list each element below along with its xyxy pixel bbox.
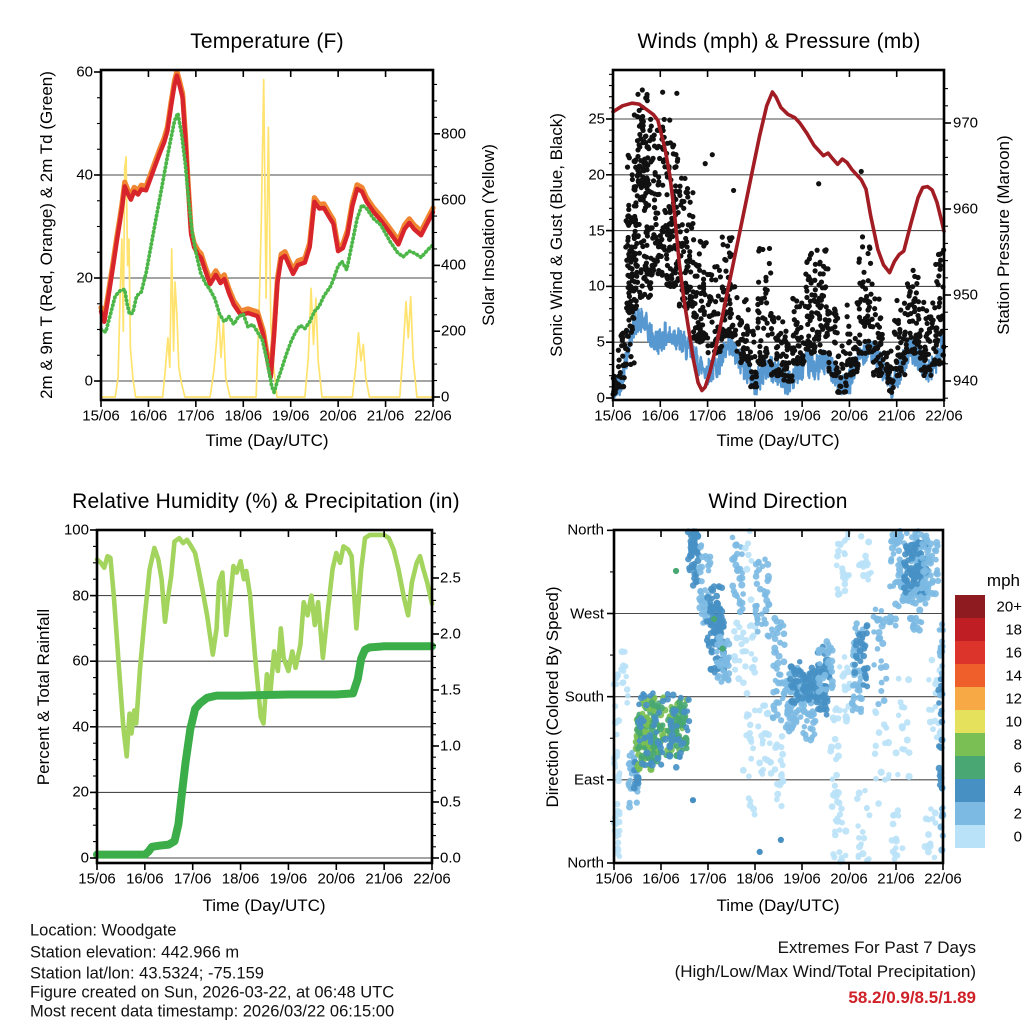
extremes-heading: Extremes For Past 7 Days bbox=[777, 938, 976, 957]
tick-temp-left: 20 bbox=[76, 269, 93, 287]
tick-percent-left: 80 bbox=[72, 587, 89, 605]
tick-wind-left: 25 bbox=[588, 110, 605, 128]
tick-date: 22/06 bbox=[414, 407, 452, 425]
tick-precip-right: 0.0 bbox=[440, 849, 461, 867]
colorbar-label: 16 bbox=[1005, 644, 1022, 661]
extremes-values: 58.2/0.9/8.5/1.89 bbox=[848, 988, 976, 1007]
wind-speed-colorbar bbox=[955, 595, 985, 848]
tick-date: 15/06 bbox=[82, 407, 120, 425]
panel-winds-pressure bbox=[610, 87, 946, 397]
tick-wind-left: 20 bbox=[588, 166, 605, 184]
tick-date: 20/06 bbox=[830, 407, 869, 425]
tick-pressure-right: 940 bbox=[953, 372, 979, 390]
tick-wind-left: 10 bbox=[588, 277, 605, 295]
tick-date: 16/06 bbox=[129, 407, 168, 425]
panel-title-temperature: Temperature (F) bbox=[190, 30, 344, 53]
tick-date: 16/06 bbox=[126, 870, 164, 888]
tick-temp-left: 40 bbox=[76, 166, 93, 184]
tick-date: 17/06 bbox=[177, 407, 215, 425]
panel-temperature bbox=[101, 72, 433, 398]
x-label-temperature: Time (Day/UTC) bbox=[205, 431, 329, 450]
tick-date: 16/06 bbox=[641, 407, 680, 425]
tick-date: 16/06 bbox=[642, 870, 680, 888]
tick-date: 15/06 bbox=[594, 407, 632, 425]
tick-precip-right: 2.0 bbox=[440, 625, 461, 643]
tick-direction-left: North bbox=[567, 854, 604, 872]
tick-precip-right: 2.5 bbox=[440, 569, 461, 587]
tick-date: 17/06 bbox=[689, 870, 727, 888]
footer-elevation: Station elevation: 442.966 m bbox=[30, 943, 240, 962]
tick-precip-right: 0.5 bbox=[440, 793, 461, 811]
tick-percent-left: 60 bbox=[72, 652, 89, 670]
tick-date: 15/06 bbox=[595, 870, 633, 888]
panel-title-winds-pressure: Winds (mph) & Pressure (mb) bbox=[637, 30, 921, 53]
tick-date: 15/06 bbox=[78, 870, 116, 888]
panel-title-humidity-precip: Relative Humidity (%) & Precipitation (in) bbox=[72, 490, 460, 513]
tick-solar-right: 200 bbox=[441, 322, 467, 340]
colorbar-label: 2 bbox=[1013, 805, 1022, 822]
footer-location: Location: Woodgate bbox=[30, 921, 177, 940]
x-label-humidity: Time (Day/UTC) bbox=[202, 896, 326, 915]
tick-date: 21/06 bbox=[365, 870, 403, 888]
footer-created: Figure created on Sun, 2026-03-22, at 06:48 UTC bbox=[30, 983, 395, 1002]
colorbar-label: 0 bbox=[1013, 828, 1022, 845]
y-label-solar-right: Solar Insolation (Yellow) bbox=[479, 144, 498, 326]
tick-solar-right: 800 bbox=[441, 125, 467, 143]
tick-percent-left: 20 bbox=[72, 783, 89, 801]
footer-data-timestamp: Most recent data timestamp: 2026/03/22 06:15:00 bbox=[30, 1002, 395, 1021]
tick-solar-right: 400 bbox=[441, 256, 467, 274]
tick-date: 19/06 bbox=[783, 870, 821, 888]
y-label-humidity-left: Percent & Total Rainfall bbox=[34, 608, 53, 786]
x-label-wind-direction: Time (Day/UTC) bbox=[716, 896, 840, 915]
tick-date: 19/06 bbox=[271, 407, 310, 425]
tick-date: 20/06 bbox=[830, 870, 868, 888]
tick-solar-right: 600 bbox=[441, 191, 467, 209]
tick-date: 18/06 bbox=[224, 407, 263, 425]
tick-percent-left: 100 bbox=[63, 521, 89, 539]
tick-date: 20/06 bbox=[317, 870, 356, 888]
y-label-wind-left: Sonic Wind & Gust (Blue, Black) bbox=[547, 113, 566, 357]
tick-percent-left: 0 bbox=[80, 849, 89, 867]
x-label-winds: Time (Day/UTC) bbox=[716, 431, 840, 450]
tick-date: 18/06 bbox=[736, 407, 774, 425]
y-label-pressure-right: Station Pressure (Maroon) bbox=[994, 135, 1013, 335]
colorbar-label: 20+ bbox=[996, 598, 1022, 615]
tick-temp-left: 0 bbox=[84, 372, 93, 390]
y-label-direction-left: Direction (Colored By Speed) bbox=[543, 586, 562, 808]
extremes-subtitle: (High/Low/Max Wind/Total Precipitation) bbox=[674, 962, 976, 981]
tick-direction-left: North bbox=[567, 521, 604, 539]
tick-date: 22/06 bbox=[413, 870, 451, 888]
footer-latlon: Station lat/lon: 43.5324; -75.159 bbox=[30, 964, 264, 983]
tick-date: 22/06 bbox=[925, 407, 963, 425]
tick-direction-left: West bbox=[570, 605, 604, 622]
tick-date: 19/06 bbox=[783, 407, 821, 425]
tick-wind-left: 0 bbox=[596, 389, 605, 407]
y-label-temperature-left: 2m & 9m T (Red, Orange) & 2m Td (Green) bbox=[37, 71, 56, 399]
tick-wind-left: 15 bbox=[588, 222, 605, 240]
tick-solar-right: 0 bbox=[441, 388, 450, 406]
tick-date: 17/06 bbox=[688, 407, 727, 425]
colorbar-label: 6 bbox=[1013, 759, 1022, 776]
tick-date: 20/06 bbox=[319, 407, 357, 425]
colorbar-label: 14 bbox=[1005, 667, 1022, 684]
tick-temp-left: 60 bbox=[76, 63, 93, 81]
tick-wind-left: 5 bbox=[596, 333, 605, 351]
tick-precip-right: 1.5 bbox=[440, 681, 461, 699]
tick-date: 18/06 bbox=[736, 870, 774, 888]
tick-date: 21/06 bbox=[366, 407, 405, 425]
colorbar-title: mph bbox=[986, 571, 1020, 590]
tick-precip-right: 1.0 bbox=[440, 737, 461, 755]
tick-pressure-right: 970 bbox=[953, 114, 979, 132]
colorbar-label: 18 bbox=[1005, 621, 1022, 638]
panel-humidity-precip bbox=[97, 535, 432, 858]
tick-date: 19/06 bbox=[269, 870, 308, 888]
tick-percent-left: 40 bbox=[72, 718, 89, 736]
tick-direction-left: East bbox=[573, 771, 604, 789]
colorbar-label: 12 bbox=[1005, 690, 1022, 707]
tick-direction-left: South bbox=[564, 688, 604, 706]
colorbar-label: 10 bbox=[1005, 713, 1022, 730]
tick-date: 22/06 bbox=[924, 870, 962, 888]
tick-pressure-right: 960 bbox=[953, 200, 979, 218]
tick-pressure-right: 950 bbox=[953, 286, 979, 304]
panel-wind-direction bbox=[611, 528, 947, 865]
tick-date: 18/06 bbox=[221, 870, 260, 888]
tick-date: 17/06 bbox=[173, 870, 212, 888]
colorbar-label: 4 bbox=[1013, 782, 1022, 799]
panel-title-wind-direction: Wind Direction bbox=[708, 490, 848, 513]
tick-date: 21/06 bbox=[877, 870, 915, 888]
colorbar-label: 8 bbox=[1013, 736, 1022, 753]
tick-date: 21/06 bbox=[877, 407, 916, 425]
